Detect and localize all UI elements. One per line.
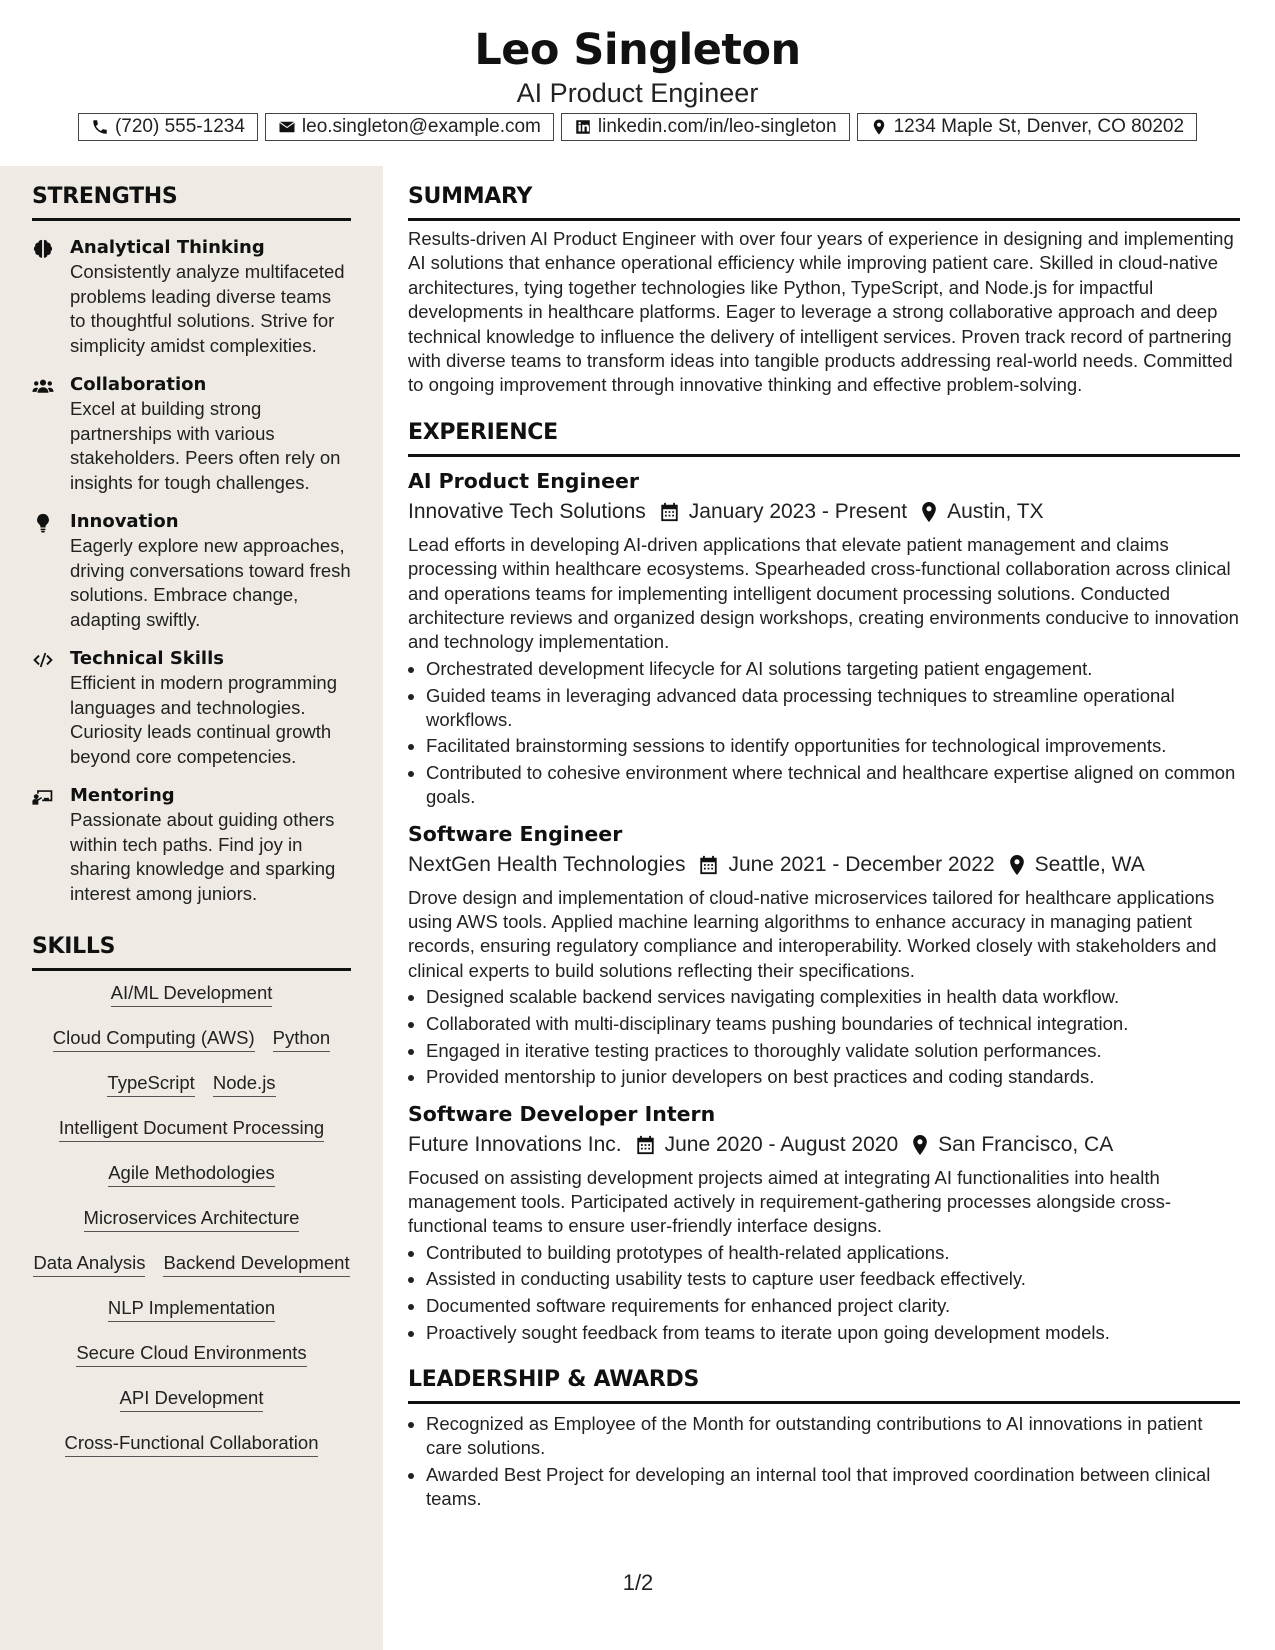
strength-item [32,509,351,632]
strength-item [32,783,351,906]
skill-tag: Microservices Architecture [84,1206,300,1232]
leadership-bullets [408,1412,1240,1511]
skill-tag: Secure Cloud Environments [76,1341,306,1367]
list-item: • Assisted in conducting usability tests to capture user feedback effectively. [426,1267,1240,1291]
job-dates: January 2023 - Present [688,499,908,523]
skill-tag: Data Analysis [33,1251,145,1277]
contact-bar [0,113,1275,141]
summary-heading: SUMMARY [408,182,1240,221]
leadership-heading: LEADERSHIP & AWARDS [408,1365,1240,1404]
job-entry [408,820,1240,1090]
contact-address[interactable] [857,113,1197,141]
calendar-icon [699,855,718,875]
list-item: • Designed scalable backend services navigating complexities in health data workflow. [426,985,1240,1009]
list-item: • Documented software requirements for enhanced project clarity. [426,1294,1240,1318]
contact-phone[interactable] [78,113,258,141]
strength-title: Mentoring [70,785,175,806]
list-item: • Provided mentorship to junior developers on best practices and coding standards. [426,1065,1240,1089]
list-item: • Recognized as Employee of the Month for outstanding contributions to AI innovations in patient care solutions. [426,1412,1240,1460]
users-icon [32,376,54,396]
strength-desc: Efficient in modern programming languages and technologies. Curiosity leads continual growth beyond core competencies. [70,672,338,767]
chalkboard-teacher-icon [32,787,54,807]
skill-tag: Cloud Computing (AWS) [53,1026,255,1052]
skill-tag: TypeScript [107,1071,194,1097]
contact-linkedin[interactable] [561,113,850,141]
job-bullets [408,985,1240,1089]
job-meta [408,497,1240,527]
skills-list [32,981,351,1457]
job-description: Drove design and implementation of cloud-native microservices tailored for healthcare applications using AWS tools. Applied machine learning algorithms to enhance accuracy in managing patient records, ensuring regulatory compliance and interoperability. Worked closely with stakeholders and clinical experts to build solutions reflecting their specifications. [408,886,1217,981]
main-content [408,166,1240,1514]
strength-item [32,646,351,769]
strength-title: Collaboration [70,374,207,395]
job-title: AI Product Engineer [408,468,640,493]
job-entry [408,467,1240,810]
skill-tag: NLP Implementation [108,1296,275,1322]
job-dates: June 2020 - August 2020 [664,1132,899,1156]
calendar-icon [636,1135,655,1155]
skills-heading: SKILLS [32,932,351,971]
list-item: • Orchestrated development lifecycle for AI solutions targeting patient engagement. [426,657,1240,681]
lightbulb-icon [32,513,54,533]
contact-address-text: 1234 Maple St, Denver, CO 80202 [893,116,1185,137]
resume-header [0,0,1275,166]
skill-tag: AI/ML Development [111,981,273,1007]
strength-desc: Consistently analyze multifaceted problems leading diverse teams to thoughtful solutions. Strive for simplicity amidst complexities. [70,261,345,356]
candidate-role: AI Product Engineer [516,78,759,108]
list-item: • Awarded Best Project for developing an internal tool that improved coordination between clinical teams. [426,1463,1240,1511]
summary-text: Results-driven AI Product Engineer with over four years of experience in designing and implementing AI solutions that enhance operational efficiency while improving patient care. Skilled in cloud-native architectures, tying together technologies like Python, TypeScript, and Node.js for impactful developments in healthcare platforms. Eager to leverage a strong collaborative approach and deep technical knowledge to influence the delivery of intelligent services. Proven track record of partnering with diverse teams to transform ideas into tangible products addressing real-world needs. Committed to ongoing improvement through innovative thinking and effective problem-solving. [408,228,1234,396]
job-company: NextGen Health Technologies [408,852,686,876]
location-icon [1009,855,1025,875]
list-item: • Proactively sought feedback from teams to iterate upon going development models. [426,1321,1240,1345]
strength-desc: Passionate about guiding others within tech paths. Find joy in sharing knowledge and sparking interest among juniors. [70,809,336,904]
job-location: Seattle, WA [1034,852,1145,876]
strength-title: Analytical Thinking [70,237,265,258]
job-meta [408,1130,1240,1160]
calendar-icon [660,502,679,522]
list-item: • Collaborated with multi-disciplinary teams pushing boundaries of technical integration. [426,1012,1240,1036]
location-icon [912,1135,928,1155]
sidebar [0,166,383,1650]
job-location: San Francisco, CA [938,1132,1114,1156]
job-title: Software Developer Intern [408,1101,716,1126]
job-company: Innovative Tech Solutions [408,499,646,523]
code-icon [32,650,54,670]
page-number: 1/2 [622,1570,654,1595]
skill-tag: Backend Development [163,1251,349,1277]
contact-linkedin-text: linkedin.com/in/leo-singleton [597,116,837,137]
contact-phone-text: (720) 555-1234 [114,116,245,137]
job-bullets [408,1241,1240,1345]
location-icon [870,118,888,136]
strength-title: Technical Skills [70,648,224,669]
list-item: • Engaged in iterative testing practices to thoroughly validate solution performances. [426,1039,1240,1063]
job-company: Future Innovations Inc. [408,1132,622,1156]
skill-tag: Node.js [213,1071,276,1097]
contact-email[interactable] [265,113,554,141]
phone-icon [91,118,109,136]
list-item: • Facilitated brainstorming sessions to identify opportunities for technological improvements. [426,734,1240,758]
skill-tag: Agile Methodologies [108,1161,275,1187]
skill-tag: Python [273,1026,331,1052]
list-item: • Contributed to building prototypes of health-related applications. [426,1241,1240,1265]
job-title: Software Engineer [408,821,623,846]
job-description: Focused on assisting development projects aimed at integrating AI functionalities into health management tools. Participated actively in requirement-gathering processes alongside cross-functional teams to ensure user-friendly interface designs. [408,1166,1171,1237]
strength-title: Innovation [70,511,179,532]
job-entry [408,1100,1240,1346]
strength-desc: Excel at building strong partnerships with various stakeholders. Peers often rely on insights for tough challenges. [70,398,341,493]
candidate-name: Leo Singleton [474,25,801,75]
list-item: • Contributed to cohesive environment where technical and healthcare expertise aligned on common goals. [426,761,1240,809]
skill-tag: Intelligent Document Processing [59,1116,324,1142]
email-icon [278,118,296,136]
strengths-heading: STRENGTHS [32,182,351,221]
job-meta [408,850,1240,880]
job-description: Lead efforts in developing AI-driven applications that elevate patient management and claims processing within healthcare ecosystems. Spearheaded cross-functional collaboration across clinical and operations teams for implementing intelligent document processing solutions. Conducted architecture reviews and organized design workshops, creating environments conducive to innovation and technology implementation. [408,533,1239,653]
brain-icon [32,239,54,259]
strength-item [32,372,351,495]
strength-item [32,235,351,358]
linkedin-icon [574,118,592,136]
job-bullets [408,657,1240,810]
job-location: Austin, TX [947,499,1044,523]
location-icon [921,502,937,522]
experience-heading: EXPERIENCE [408,418,1240,457]
job-dates: June 2021 - December 2022 [728,852,995,876]
skill-tag: Cross-Functional Collaboration [65,1431,319,1457]
skill-tag: API Development [120,1386,264,1412]
strength-desc: Eagerly explore new approaches, driving conversations toward fresh solutions. Embrace change, adapting swiftly. [70,535,351,630]
list-item: • Guided teams in leveraging advanced data processing techniques to streamline operational workflows. [426,684,1240,732]
contact-email-text: leo.singleton@example.com [301,116,541,137]
